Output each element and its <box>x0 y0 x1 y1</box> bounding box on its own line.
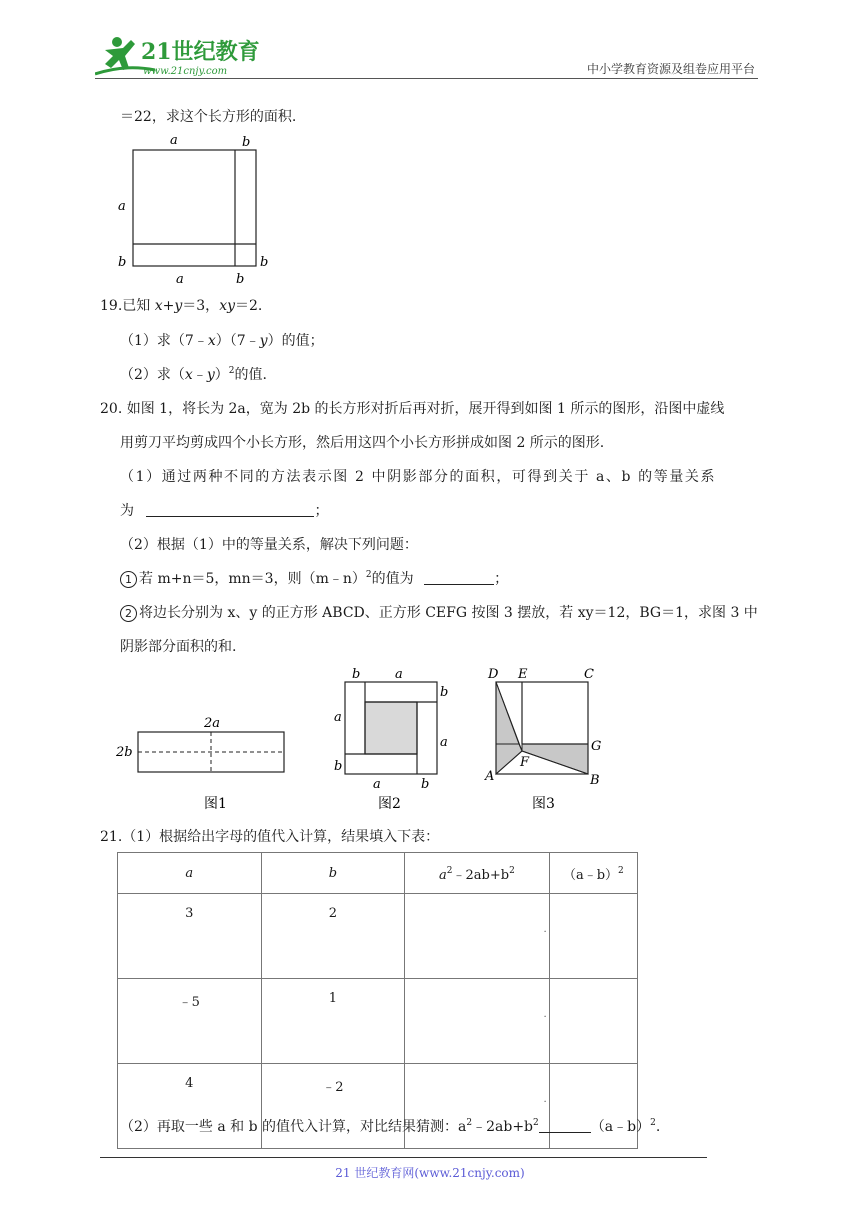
q20-case2-line1: 2 将边长分别为 x、y 的正方形 ABCD、正方形 CEFG 按图 3 摆放，若 xy＝12，BG＝1，求图 3 中 <box>120 603 758 623</box>
q21-part1: 21.（1）根据给出字母的值代入计算，结果填入下表： <box>100 829 440 845</box>
logo-text: 21世纪教育 <box>141 39 260 65</box>
fig3-caption: 图3 <box>532 796 555 812</box>
svg-text:a: a <box>334 710 342 725</box>
q19-part1: （1）求（7﹣x）（7﹣y）的值； <box>120 333 324 349</box>
header-right-text: 中小学教育资源及组卷应用平台 <box>586 62 755 76</box>
q20-answer-blank-2[interactable] <box>424 584 494 585</box>
q20-case2-line2: 阴影部分面积的和. <box>120 639 237 655</box>
q21-answer-blank[interactable] <box>539 1132 591 1133</box>
q19-stem: 19.已知 x+y＝3，xy＝2. <box>100 298 263 314</box>
q18-label-left-b: b <box>118 255 127 270</box>
q18-label-bottom-a: a <box>176 272 184 287</box>
fig1-left-label: 2b <box>116 745 133 760</box>
svg-text:a: a <box>440 735 448 750</box>
q18-figure <box>112 130 272 290</box>
q21-part2: （2）再取一些 a 和 b 的值代入计算，对比结果猜测：$a^2﹣2ab+b^2$ （a﹣b）$^2$. <box>120 1118 661 1135</box>
q20-figure-2 <box>328 664 458 820</box>
svg-text:F: F <box>520 755 530 770</box>
svg-text:b: b <box>352 667 361 682</box>
svg-text:b: b <box>440 685 449 700</box>
q20-part2: （2）根据（1）中的等量关系，解决下列问题： <box>120 537 418 553</box>
fig1-caption: 图1 <box>204 796 227 812</box>
q20-line2: 用剪刀平均剪成四个小长方形，然后用这四个小长方形拼成如图 2 所示的图形. <box>120 435 605 451</box>
q20-answer-blank-1[interactable] <box>146 516 314 517</box>
svg-text:b: b <box>334 759 343 774</box>
fig2-caption: 图2 <box>378 796 401 812</box>
logo-url: www.21cnjy.com <box>143 66 228 77</box>
q20-part1-line1: （1）通过两种不同的方法表示图 2 中阴影部分的面积，可得到关于 a、b 的等量关系 <box>120 469 717 485</box>
svg-text:B: B <box>590 773 600 788</box>
footer-divider <box>100 1157 707 1158</box>
q18-label-left-a: a <box>118 199 126 214</box>
value-table <box>117 852 638 1149</box>
site-logo <box>95 34 265 80</box>
q20-number: 20. <box>100 401 123 417</box>
svg-text:a: a <box>395 667 403 682</box>
svg-text:C: C <box>584 667 594 682</box>
q18-label-bottom-b: b <box>236 272 245 287</box>
svg-text:G: G <box>591 739 602 754</box>
cell-b: 2 <box>261 894 405 979</box>
svg-text:E: E <box>518 667 528 682</box>
cell-a: 4 <box>118 1064 262 1149</box>
cell-b: ﹣2 <box>261 1064 405 1149</box>
fig1-top-label: 2a <box>204 716 221 731</box>
svg-text:A: A <box>485 769 495 784</box>
q20-line1: 20. 如图 1，将长为 2a，宽为 2b 的长方形对折后再对折，展开得到如图 1 所示的图形，沿图中虚线 <box>100 401 725 417</box>
q20-figure-3 <box>480 662 610 820</box>
q19-part2: （2）求（x﹣y）$^2$的值. <box>120 366 267 383</box>
cell-square-answer[interactable] <box>549 894 637 979</box>
circled-number-1: 1 <box>120 571 137 588</box>
q20-part1-line2: 为 ； <box>120 503 329 519</box>
cell-a: ﹣5 <box>118 979 262 1064</box>
cell-square-answer[interactable] <box>549 979 637 1064</box>
table-row <box>118 894 638 979</box>
svg-text:D: D <box>488 667 499 682</box>
cell-expr-answer[interactable]: . <box>405 894 550 979</box>
table-row <box>118 979 638 1064</box>
q18-line: ＝22，求这个长方形的面积. <box>120 109 297 125</box>
cell-expr-answer[interactable]: . <box>405 979 550 1064</box>
q18-label-top-b: b <box>242 135 251 150</box>
q19-number: 19. <box>100 298 123 314</box>
circled-number-2: 2 <box>120 605 137 622</box>
q20-case1: 1 若 m+n＝5，mn＝3，则（m﹣n）$^2$的值为 ； <box>120 569 508 589</box>
cell-expr-answer[interactable]: . <box>405 1064 550 1149</box>
q20-figure-1 <box>112 710 292 820</box>
header-divider <box>95 78 758 79</box>
cell-b: 1 <box>261 979 405 1064</box>
footer-link[interactable]: 21 世纪教育网(www.21cnjy.com) <box>335 1166 525 1180</box>
q18-label-right-b: b <box>260 255 269 270</box>
q21-number: 21. <box>100 829 123 845</box>
svg-text:b: b <box>421 777 430 792</box>
q18-label-top-a: a <box>170 133 178 148</box>
cell-a: 3 <box>118 894 262 979</box>
svg-text:a: a <box>373 777 381 792</box>
table-header-row: a b $a^2﹣2ab+b^2$ （a﹣b）$^2$ <box>118 853 638 894</box>
